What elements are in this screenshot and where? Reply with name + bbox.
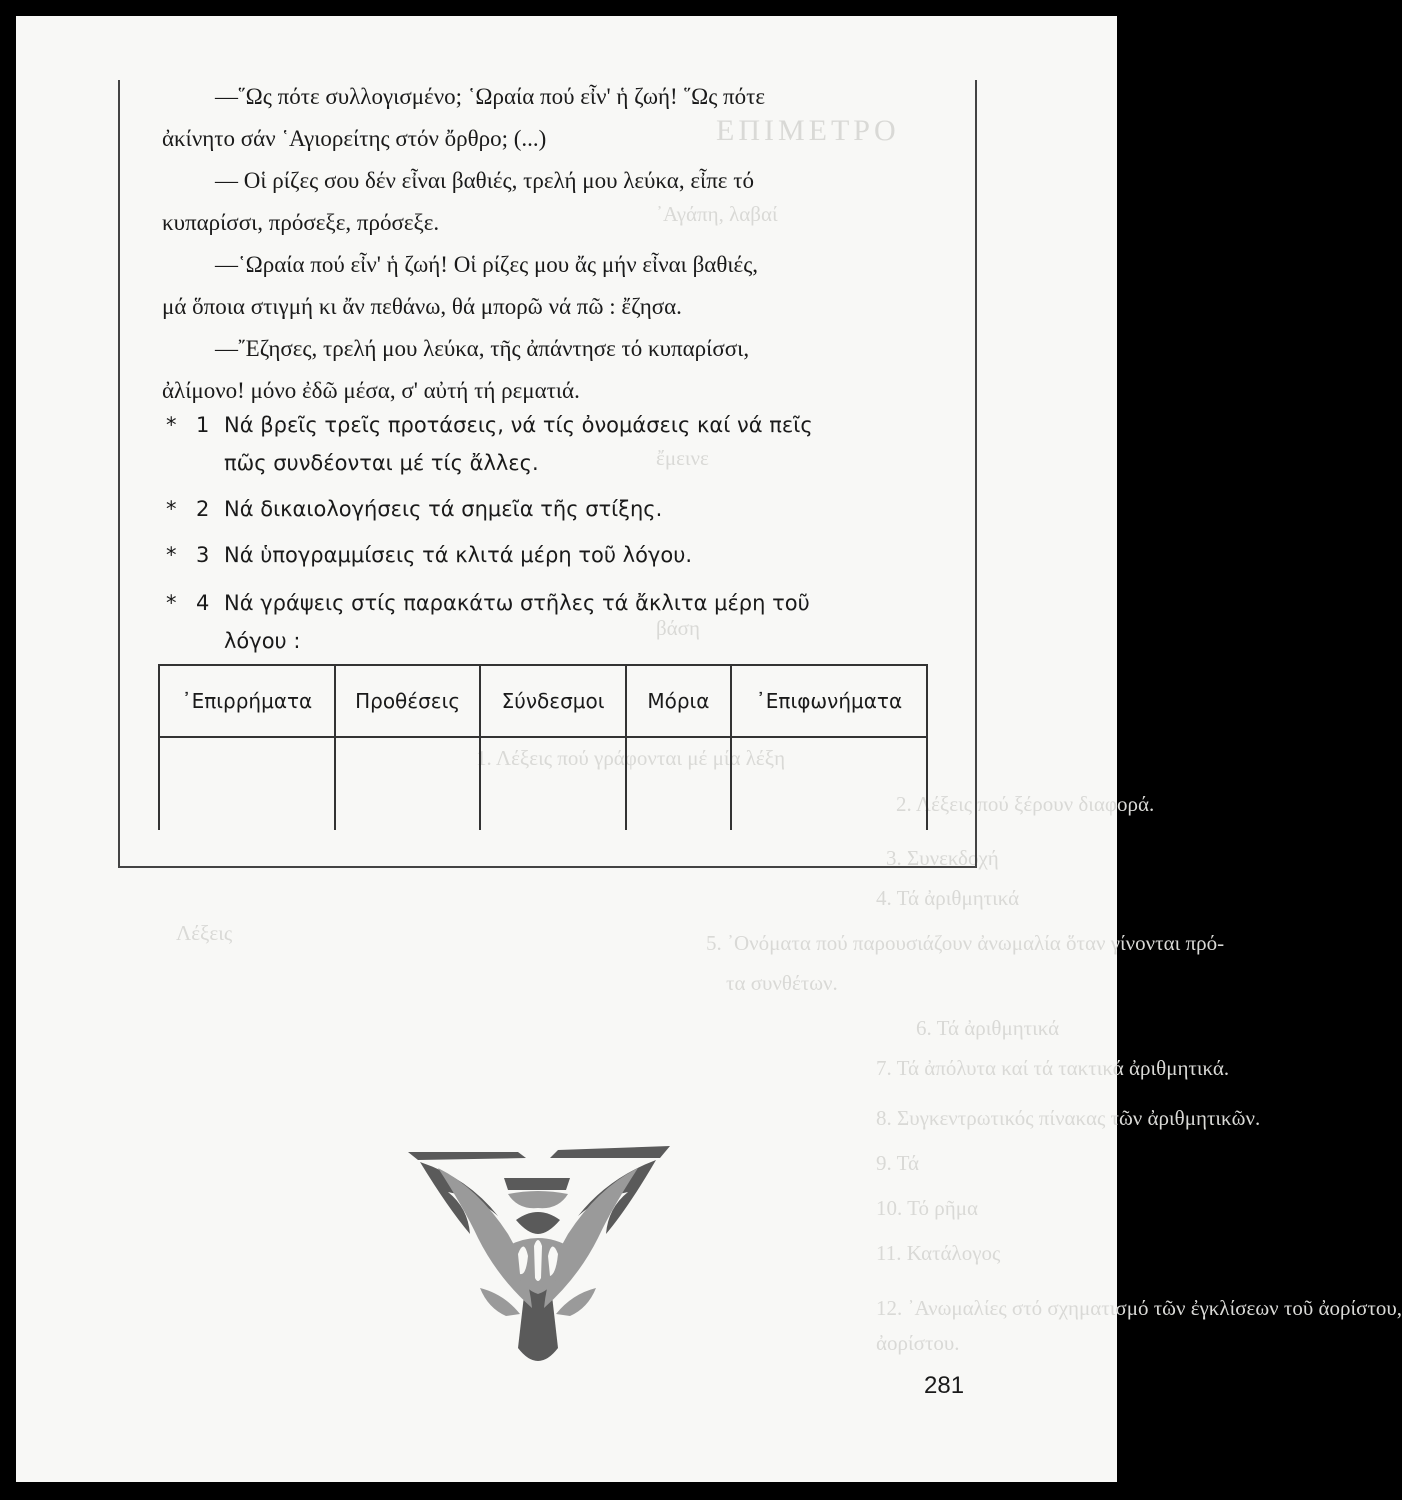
parts-of-speech-table — [158, 664, 928, 830]
bleed-through-text: Λέξεις — [176, 921, 233, 945]
question-number: 4 — [196, 591, 210, 615]
question-star: * — [166, 591, 177, 615]
column-header-interjections: ᾿Επιφωνήματα — [731, 665, 927, 737]
question-1 — [166, 406, 946, 486]
bleed-through-text: βάση — [656, 616, 700, 640]
question-star: * — [166, 543, 177, 567]
bleed-through-text: 6. Τά ἀριθμητικά — [916, 1016, 1060, 1040]
question-text: πῶς συνδέονται μέ τίς ἄλλες. — [224, 451, 539, 475]
bleed-through-text: 10. Τό ρῆμα — [876, 1196, 978, 1220]
question-star: * — [166, 497, 177, 521]
page-number: 281 — [924, 1372, 965, 1399]
table-header-row — [159, 665, 927, 737]
bleed-through-text: 4. Τά ἀριθμητικά — [876, 886, 1020, 910]
question-number: 3 — [196, 543, 210, 567]
floral-ornament-icon — [408, 1138, 668, 1378]
dialogue-line: μά ὅποια στιγμή κι ἄν πεθάνω, θά μπορῶ νά πῶ : ἔζησα. — [162, 294, 682, 319]
bleed-through-text: ΕΠΙΜΕΤΡΟ — [716, 114, 900, 147]
dialogue-line: ἀλίμονο! μόνο ἐδῶ μέσα, σ' αὐτή τή ρεματιά. — [162, 378, 580, 403]
bleed-through-text: 11. Κατάλογος — [876, 1241, 1001, 1265]
question-text: Νά βρεῖς τρεῖς προτάσεις, νά τίς ὀνομάσεις καί νά πεῖς — [224, 413, 813, 437]
bleed-through-text: 7. Τά ἀπόλυτα καί τά τακτικά ἀριθμητικά. — [876, 1056, 1230, 1080]
question-text: Νά ὑπογραμμίσεις τά κλιτά μέρη τοῦ λόγου. — [224, 543, 693, 567]
column-header-particles: Μόρια — [626, 665, 731, 737]
dialogue-line: —῎Εζησες, τρελή μου λεύκα, τῆς ἀπάντησε τό κυπαρίσσι, — [215, 336, 750, 361]
bleed-through-text: τα συνθέτων. — [726, 971, 838, 995]
column-header-prepositions: Προθέσεις — [335, 665, 481, 737]
answer-cell[interactable] — [159, 737, 335, 830]
answer-cell[interactable] — [626, 737, 731, 830]
answer-cell[interactable] — [335, 737, 481, 830]
dialogue-line: ἀκίνητο σάν ῾Αγιορείτης στόν ὄρθρο; (...) — [162, 126, 547, 151]
bleed-through-text: ᾿Αγάπη, λαβαί — [656, 202, 778, 226]
answer-cell[interactable] — [480, 737, 626, 830]
dialogue-line: —῾Ωραία πού εἶν' ἡ ζωή! Οἱ ρίζες μου ἄς μήν εἶναι βαθιές, — [215, 252, 759, 277]
dialogue-line: κυπαρίσσι, πρόσεξε, πρόσεξε. — [162, 210, 440, 235]
question-number: 1 — [196, 413, 210, 437]
bleed-through-text: 5. ᾿Ονόματα πού παρουσιάζουν ἀνωμαλία ὅταν γίνονται πρό- — [706, 931, 1225, 955]
question-4 — [166, 584, 946, 664]
question-2 — [166, 490, 946, 530]
question-star: * — [166, 413, 177, 437]
bleed-through-text: 12. ᾿Ανωμαλίες στό σχηματισμό τῶν ἐγκλίσεων τοῦ ἀορίστου, — [876, 1296, 1402, 1320]
bleed-through-text: 2. Λέξεις πού ξέρουν διαφορά. — [896, 792, 1155, 816]
dialogue-line: —῞Ως πότε συλλογισμένο; ῾Ωραία πού εἶν' ἡ ζωή! ῞Ως πότε — [215, 84, 766, 109]
question-text: Νά γράψεις στίς παρακάτω στῆλες τά ἄκλιτα μέρη τοῦ — [224, 591, 810, 615]
bleed-through-text: ἀορίστου. — [876, 1331, 960, 1355]
bleed-through-text: 9. Τά — [876, 1151, 920, 1175]
bleed-through-text: 1. Λέξεις πού γράφονται μέ μία λέξη — [476, 746, 786, 770]
bleed-through-text: 8. Συγκεντρωτικός πίνακας τῶν ἀριθμητικῶν. — [876, 1106, 1261, 1130]
question-text: Νά δικαιολογήσεις τά σημεῖα τῆς στίξης. — [224, 497, 663, 521]
column-header-conjunctions: Σύνδεσμοι — [480, 665, 626, 737]
bleed-through-text: ἔμεινε — [656, 446, 709, 470]
answer-cell[interactable] — [731, 737, 927, 830]
question-3 — [166, 536, 946, 576]
page — [16, 16, 1402, 1482]
dialogue-line: — Οἱ ρίζες σου δέν εἶναι βαθιές, τρελή μου λεύκα, εἶπε τό — [215, 168, 754, 193]
question-number: 2 — [196, 497, 210, 521]
question-text: λόγου : — [224, 629, 301, 653]
bleed-through-text: 3. Συνεκδοχή — [886, 846, 999, 870]
column-header-adverbs: ᾿Επιρρήματα — [159, 665, 335, 737]
table-answer-row — [159, 737, 927, 830]
